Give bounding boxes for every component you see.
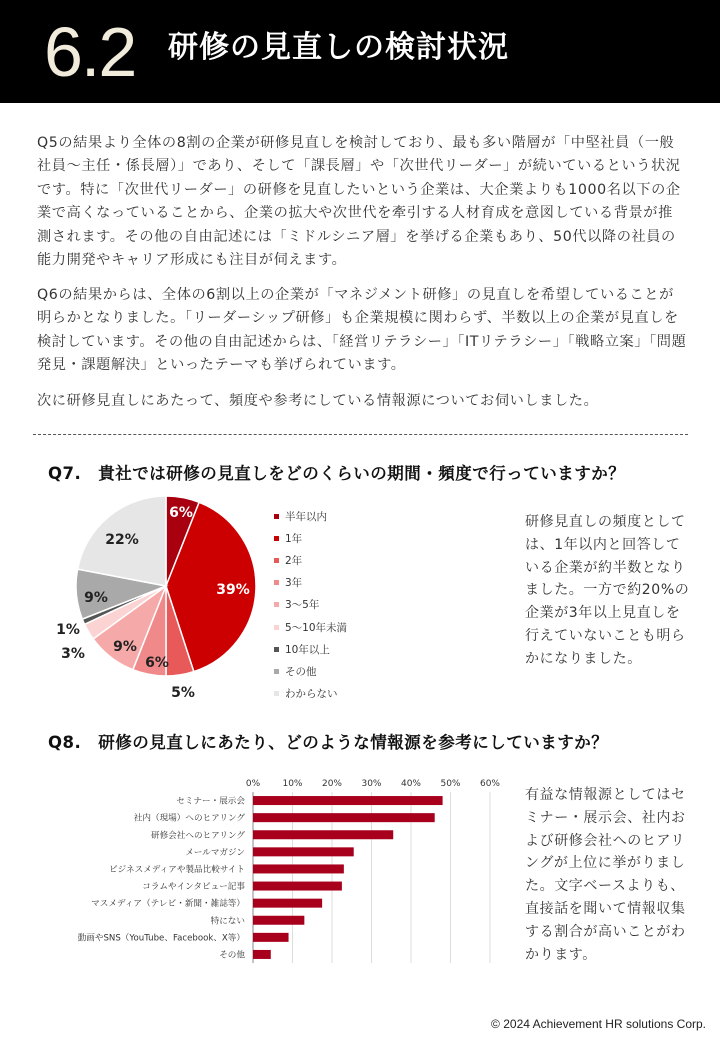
legend-label: 3年 (285, 577, 303, 590)
category-label-2: 研修会社へのヒアリング (150, 830, 245, 841)
legend-swatch (274, 647, 279, 652)
legend-item-3 (274, 572, 347, 594)
bar-8 (253, 933, 289, 942)
q7-commentary: 研修見直しの頻度としては、1年以内と回答している企業が約半数となりました。一方で約20%の企業が3年以上見直しを行えていないことも明らかになりました。 (525, 514, 690, 667)
category-label-8: 動画やSNS（YouTube、Facebook、X等） (77, 933, 245, 944)
legend-label: 5～10年未満 (285, 621, 348, 634)
q7-pie-chart (40, 490, 270, 710)
bar-6 (253, 899, 322, 908)
q7-question: Q7. 貴社では研修の見直しをどのくらいの期間・頻度で行っていますか？ (48, 464, 626, 483)
q7-legend (274, 505, 347, 705)
bar-7 (253, 916, 304, 925)
legend-swatch (274, 580, 279, 585)
copyright-footer: © 2024 Achievement HR solutions Corp. (491, 1017, 706, 1031)
legend-swatch (274, 602, 279, 607)
paragraph-q6-summary: Q6の結果からは、全体の6割以上の企業が「マネジメント研修」の見直しを希望していることが明らかとなりました。「リーダーシップ研修」も企業規模に関わらず、半数以上の企業が見直しを検討しています。その他の自由記述からは、「経営リテラシー」「ITリテラシー」「戦略立案」「問題発見・課題解決」といったテーマも挙げられています。 (37, 287, 687, 374)
bar-5 (253, 882, 342, 891)
legend-item-1 (274, 527, 347, 549)
bar-4 (253, 864, 344, 873)
x-tick-label: 0% (245, 779, 261, 789)
legend-label: 10年以上 (285, 643, 330, 656)
section-divider (33, 434, 688, 435)
legend-label: その他 (285, 665, 317, 678)
pie-data-label-3: 6% (145, 655, 169, 671)
x-tick-label: 50% (440, 779, 461, 789)
x-tick-label: 60% (479, 779, 501, 789)
pie-data-label-7: 9% (84, 590, 108, 606)
pie-data-label-1: 39% (216, 582, 250, 598)
legend-label: 2年 (285, 554, 303, 567)
pie-data-label-0: 6% (169, 505, 193, 521)
category-label-4: ビジネスメディアや製品比較サイト (109, 864, 245, 875)
pie-data-label-2: 5% (171, 685, 195, 701)
category-label-9: その他 (219, 950, 245, 961)
x-tick-label: 10% (282, 779, 303, 789)
legend-label: 1年 (285, 532, 303, 545)
bar-2 (253, 830, 393, 839)
legend-swatch (274, 669, 279, 674)
legend-label: 半年以内 (285, 510, 327, 523)
legend-label: わからない (285, 688, 338, 701)
legend-item-6 (274, 638, 347, 660)
legend-swatch (274, 558, 279, 563)
pie-data-label-6: 1% (56, 622, 80, 638)
pie-data-label-8: 22% (105, 532, 139, 548)
section-number: 6.2 (44, 13, 136, 91)
q8-question: Q8. 研修の見直しにあたり、どのような情報源を参考にしていますか？ (48, 733, 609, 752)
legend-swatch (274, 536, 279, 541)
legend-item-8 (274, 683, 347, 705)
legend-item-5 (274, 616, 347, 638)
category-label-7: 特にない (210, 916, 245, 927)
paragraph-intro-q7-q8: 次に研修見直しにあたって、頻度や参考にしている情報源についてお伺いしました。 (37, 393, 599, 409)
q8-bar-chart (20, 772, 505, 972)
pie-data-label-4: 9% (113, 639, 137, 655)
legend-item-0 (274, 505, 347, 527)
category-label-0: セミナー・展示会 (176, 796, 245, 807)
legend-swatch (274, 514, 279, 519)
legend-item-2 (274, 549, 347, 571)
section-title: 研修の見直しの検討状況 (168, 30, 509, 65)
x-tick-label: 30% (361, 779, 382, 789)
pie-data-label-5: 3% (61, 646, 85, 662)
q8-commentary: 有益な情報源としてはセミナー・展示会、社内および研修会社へのヒアリングが上位に挙がりました。文字ベースよりも、直接話を聞いて情報収集する割合が高いことがわかります。 (525, 787, 686, 963)
category-label-5: コラムやインタビュー記事 (142, 882, 245, 893)
x-tick-label: 20% (321, 779, 343, 789)
bar-1 (253, 813, 435, 822)
legend-item-7 (274, 660, 347, 682)
bar-0 (253, 796, 443, 805)
legend-swatch (274, 691, 279, 696)
legend-item-4 (274, 594, 347, 616)
category-label-3: メールマガジン (185, 847, 245, 858)
category-label-6: マスメディア（テレビ・新聞・雑誌等） (91, 899, 245, 910)
section-header (0, 0, 720, 103)
category-label-1: 社内（現場）へのヒアリング (133, 813, 245, 824)
x-tick-label: 40% (400, 779, 422, 789)
paragraph-q5-summary: Q5の結果より全体の8割の企業が研修見直しを検討しており、最も多い階層が「中堅社員（一般社員～主任・係長層）」であり、そして「課長層」や「次世代リーダー」が続いているという状況です。特に「次世代リーダー」の研修を見直したいという企業は、大企業よりも1000名以下の企業で高くなっていることから、企業の拡大や次世代を牽引する人材育成を意図している背景が推測されます。その他の自由記述には「ミドルシニア層」を挙げる企業もあり、50代以降の社員の能力開発やキャリア形成にも注目が伺えます。 (37, 135, 681, 269)
bar-9 (253, 950, 271, 959)
legend-label: 3～5年 (285, 599, 320, 612)
bar-3 (253, 847, 354, 856)
legend-swatch (274, 625, 279, 630)
